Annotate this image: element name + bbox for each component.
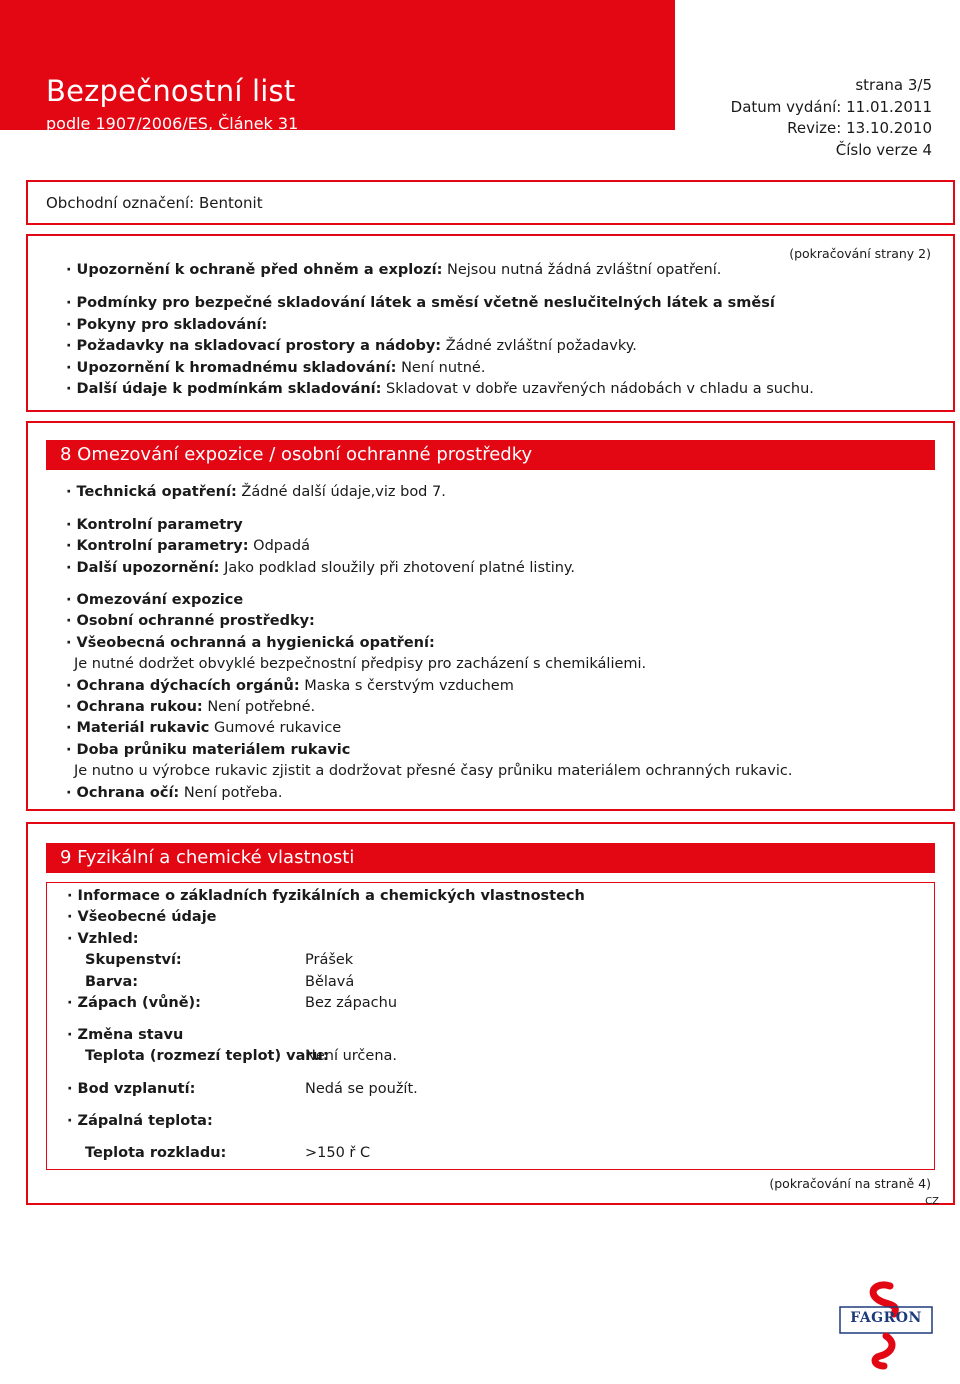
technical-measures: · Technická opatření: Žádné další údaje,viz bod 7. [66, 484, 446, 500]
change-of-state: · Změna stavu [67, 1027, 184, 1043]
control-parameters: · Kontrolní parametry [66, 517, 243, 533]
boiling-label: Teplota (rozmezí teplot) varu: [85, 1048, 329, 1064]
glove-penetration-value: Je nutno u výrobce rukavic zjistit a dodržovat přesné časy průniku materiálem ochranných rukavic. [74, 763, 793, 779]
flash-point-label: · Bod vzplanutí: [67, 1081, 196, 1097]
language-code: CZ [925, 1196, 939, 1207]
decomposition-value: >150 ř C [305, 1145, 371, 1161]
odour-label: · Zápach (vůně): [67, 995, 201, 1011]
colour-label: Barva: [85, 974, 139, 990]
control-parameters-value: · Kontrolní parametry: Odpadá [66, 538, 310, 554]
trade-name: Obchodní označení: Bentonit [46, 194, 263, 212]
further-notes: · Další upozornění: Jako podklad sloužily při zhotovení platné listiny. [66, 560, 576, 576]
revision-date: Revize: 13.10.2010 [787, 119, 932, 137]
fagron-logo [838, 1280, 934, 1370]
version-number: Číslo verze 4 [835, 140, 932, 159]
storage-requirements: · Požadavky na skladovací prostory a nádoby: Žádné zvláštní požadavky. [66, 338, 637, 354]
decomposition-label: Teplota rozkladu: [85, 1145, 227, 1161]
continuation-note: (pokračování strany 2) [789, 246, 931, 261]
general-hygiene: · Všeobecná ochranná a hygienická opatření: [66, 635, 435, 651]
hand-protection: · Ochrana rukou: Není potřebné. [66, 699, 316, 715]
general-hygiene-value: Je nutné dodržet obvyklé bezpečnostní předpisy pro zacházení s chemikáliemi. [74, 656, 647, 672]
logo-text: FAGRON [850, 1310, 922, 1326]
form-label: Skupenství: [85, 952, 182, 968]
section-7-box [26, 234, 955, 412]
respiratory-protection: · Ochrana dýchacích orgánů: Maska s čerstvým vzduchem [66, 678, 514, 694]
basic-properties-info: · Informace o základních fyzikálních a chemických vlastnostech [67, 888, 585, 904]
further-storage: · Další údaje k podmínkám skladování: Skladovat v dobře uzavřených nádobách v chladu a suchu. [66, 381, 814, 397]
fire-protection: · Upozornění k ochraně před ohněm a explozí: Nejsou nutná žádná zvláštní opatření. [66, 262, 722, 278]
issue-date: Datum vydání: 11.01.2011 [730, 97, 932, 116]
glove-penetration: · Doba průniku materiálem rukavic [66, 742, 351, 758]
personal-protection: · Osobní ochranné prostředky: [66, 613, 315, 629]
continuation-next: (pokračování na straně 4) [769, 1176, 931, 1191]
header-band [0, 0, 675, 130]
glove-material: · Materiál rukavic Gumové rukavice [66, 720, 342, 736]
appearance: · Vzhled: [67, 931, 139, 947]
section-8-heading: 8 Omezování expozice / osobní ochranné prostředky [46, 440, 935, 470]
ignition-label: · Zápalná teplota: [67, 1113, 213, 1129]
trade-name-box [26, 180, 955, 225]
boiling-value: Není určena. [305, 1048, 398, 1064]
colour-value: Bělavá [305, 974, 355, 990]
exposure-controls: · Omezování expozice [66, 592, 244, 608]
eye-protection: · Ochrana očí: Není potřeba. [66, 785, 283, 801]
properties-table [46, 882, 935, 1170]
general-info: · Všeobecné údaje [67, 909, 217, 925]
page-number: strana 3/5 [855, 76, 932, 94]
form-value: Prášek [305, 952, 354, 968]
page-info [731, 75, 932, 161]
section-9-box [26, 822, 955, 1205]
storage-conditions: · Podmínky pro bezpečné skladování látek a směsí včetně neslučitelných látek a směsí [66, 295, 775, 311]
document-subtitle: podle 1907/2006/ES, Článek 31 [46, 114, 299, 133]
storage-instructions: · Pokyny pro skladování: [66, 317, 268, 333]
section-9-heading: 9 Fyzikální a chemické vlastnosti [46, 843, 935, 873]
joint-storage: · Upozornění k hromadnému skladování: Není nutné. [66, 360, 486, 376]
flash-point-value: Nedá se použít. [305, 1081, 418, 1097]
odour-value: Bez zápachu [305, 995, 398, 1011]
section-8-box [26, 421, 955, 811]
document-title: Bezpečnostní list [46, 74, 296, 108]
